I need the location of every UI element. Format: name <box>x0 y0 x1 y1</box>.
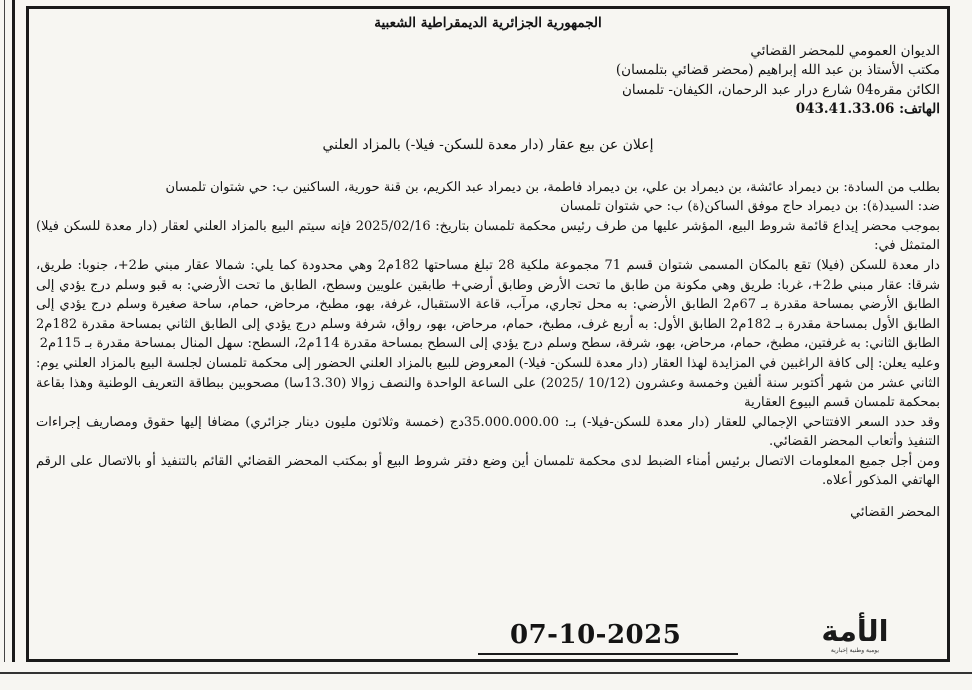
page-bottom-rule <box>0 672 972 674</box>
announcement-paragraph: دار معدة للسكن (فيلا) تقع بالمكان المسمى شتوان قسم 71 مجموعة ملكية 28 تبلغ مساحتها 182م2 وهي محدودة كما يلي: شمالا عقار مبني ط2+، جنوبا: طريق، شرقا: عقار مبني ط2+، غربا: طريق وهي مكونة من طابق ما تحت الأرض وطابق أرضي+ طابقين علويين وسطح، الطابق ما تحت الأرضي: به قبو وسلم درج يؤدي إلى الطابق الأرضي بمساحة مقدرة بـ 67م2 الطابق الأرضي: به محل تجاري، مرآب، قاعة الاستقبال، غرفة، بهو، مطبخ، مرحاض، حمام، ساحة صغيرة وسلم درج يؤدي إلى الطابق الأول بمساحة مقدرة بـ 182م2 الطابق الأول: به أربع غرف، مطبخ، حمام، مرحاض، بهو، رواق، شرفة وسلم درج يؤدي إلى الطابق الثاني بمساحة مقدرة 182م2 الطابق الثاني: به غرفتين، مطبخ، حمام، مرحاض، بهو، شرفة، سطح وسلم درج يؤدي إلى السطح بمساحة مقدرة 114م2، السطح: سهل المنال بمساحة مقدرة بـ 115م2 <box>36 257 940 352</box>
office-name: الديوان العمومي للمحضر القضائي <box>750 42 940 59</box>
date-underline <box>478 653 738 655</box>
office-address: الكائن مقره04 شارع درار عبد الرحمان، الكيفان- تلمسان <box>621 81 940 98</box>
phone-label: الهاتف: <box>899 101 940 118</box>
announcement-paragraph: ومن أجل جميع المعلومات الاتصال برئيس أمناء الضبط لدى محكمة تلمسان أين وضع دفتر شروط البيع أو بمكتب المحضر القضائي القائم بالتنفيذ أو بالاتصال على الرقم الهاتفي المذكور أعلاه. <box>36 453 940 489</box>
announcement-paragraph: وعليه يعلن: إلى كافة الراغبين في المزايدة لهذا العقار (دار معدة للسكن- فيلا-) المعروض للبيع بالمزاد العلني الحضور إلى محكمة تلمسان لجلسة البيع بالمزاد العلني يوم: الثاني عشر من شهر أكتوبر سنة ألفين وخمسة وعشرون (10/12 /2025) على الساعة الواحدة والنصف زوالا (13.30سا) مصحوبين ببطاقة التعريف الوطنية وهذا بقاعة بمحكمة تلمسان قسم البيوع العقارية <box>36 355 940 411</box>
newspaper-logo <box>780 616 930 656</box>
bureau-name: مكتب الأستاذ بن عبد الله إبراهيم (محضر قضائي بتلمسان) <box>615 62 940 79</box>
left-margin-rule <box>12 0 15 662</box>
office-header <box>36 42 940 120</box>
logo-wordmark: الأمة <box>821 614 889 648</box>
announcement-paragraph: وقد حدد السعر الافتتاحي الإجمالي للعقار (دار معدة للسكن-فيلا-) بـ: 35.000.000.00دج (خمسة وثلاثون مليون دينار جزائري) مضافا إليها حقوق ومصاريف إجراءات التنفيذ وأتعاب المحضر القضائي. <box>36 414 940 450</box>
left-margin-rule-thin <box>4 0 5 662</box>
announcement-title: إعلان عن بيع عقار (دار معدة للسكن- فيلا-) بالمزاد العلني <box>322 136 654 153</box>
republic-heading: الجمهورية الجزائرية الديمقراطية الشعبية <box>374 15 602 31</box>
announcement-paragraph: ضد: السيد(ة): بن ديمراد حاج موفق الساكن(ة) ب: حي شتوان تلمسان <box>560 199 940 215</box>
footer-strip <box>36 612 940 658</box>
phone-number: 043.41.33.06 <box>795 101 895 118</box>
announcement-content <box>36 14 940 523</box>
signature: المحضر القضائي <box>850 505 940 521</box>
phone-line <box>36 100 940 120</box>
announcement-paragraph: بطلب من السادة: بن ديمراد عائشة، بن ديمراد بن علي، بن ديمراد فاطمة، بن ديمراد عبد الكريم، بن قنة حورية، الساكنين ب: حي شتوان تلمسان <box>165 179 940 195</box>
logo-tagline: يومية وطنية إخبارية <box>830 647 880 654</box>
announcement-paragraph: بموجب محضر إيداع قائمة شروط البيع، المؤشر عليها من طرف رئيس محكمة تلمسان بتاريخ: 2025/02/16 فإنه سيتم البيع بالمزاد العلني لعقار (دار معدة للسكن فيلا) المتمثل في: <box>36 218 940 254</box>
publication-date: 07-10-2025 <box>510 620 682 650</box>
